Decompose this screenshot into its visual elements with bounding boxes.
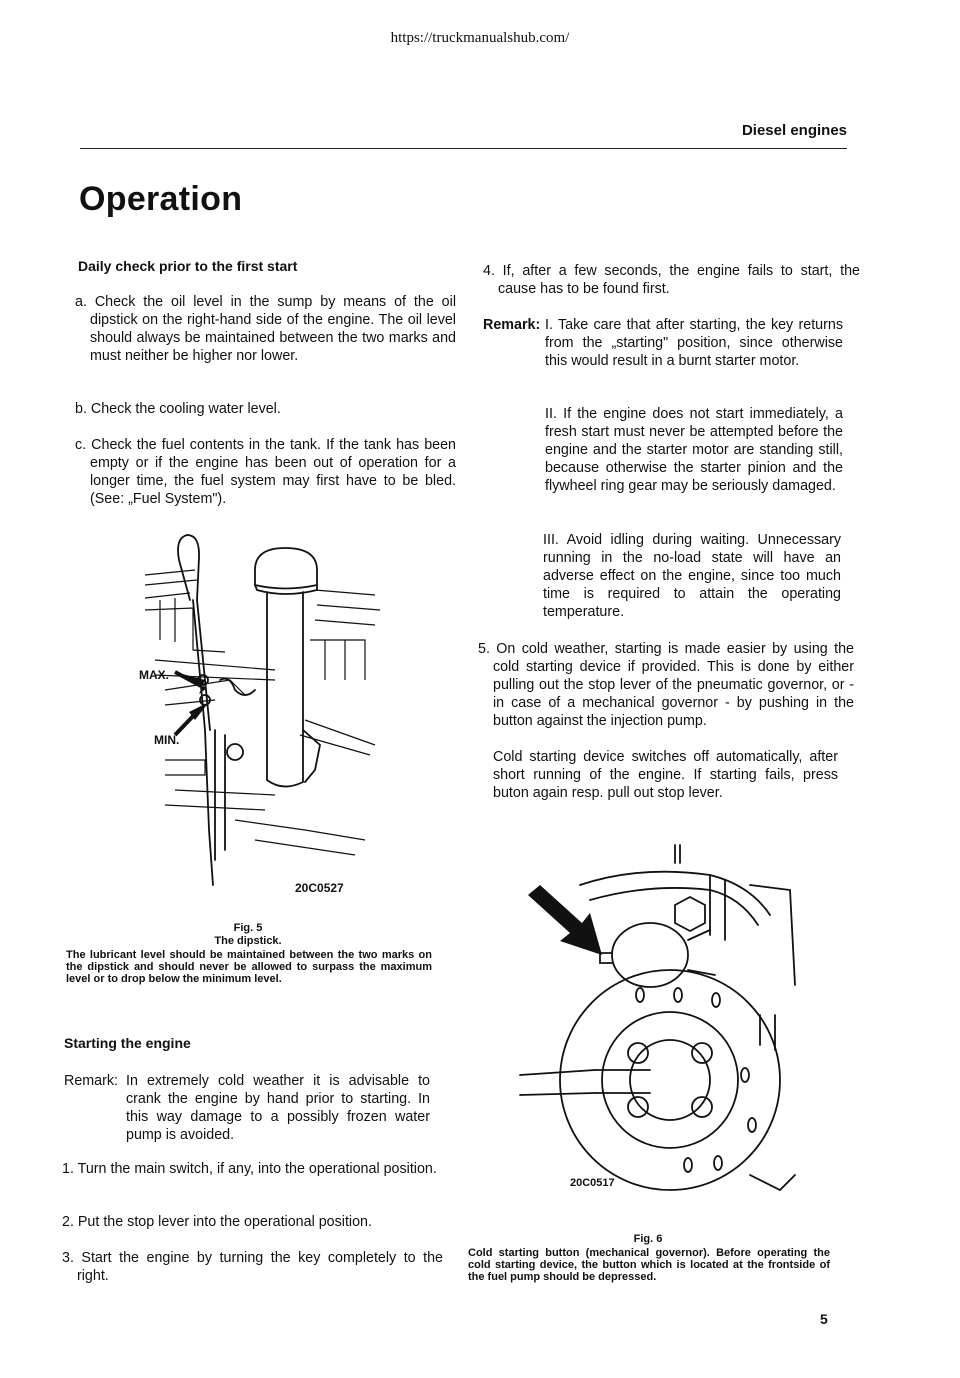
- fig5-code: 20C0527: [295, 881, 344, 895]
- cold-start-figure: [520, 845, 800, 1205]
- fig5-caption: The lubricant level should be maintained between the two marks on the dipstick and should never be allowed to surpass the maximum level or to drop below the minimum level.: [66, 949, 432, 985]
- right-remark-1: I. Take care that after starting, the key returns from the „starting" position, since otherwise this would result in a burnt starter motor.: [545, 317, 843, 369]
- right-remark-2: II. If the engine does not start immediately, a fresh start must never be attempted before the engine and the starter motor are standing still, because otherwise the starter pinion and the flywheel ring gear may be seriously damaged.: [545, 406, 843, 494]
- step-3: 3. Start the engine by turning the key completely to the right.: [62, 1250, 443, 1284]
- item-c: c. Check the fuel contents in the tank. If the tank has been empty or if the engine has been out of operation for a longer time, the fuel system may first have to be bled. (See: „Fuel System").: [75, 437, 456, 507]
- step-4: 4. If, after a few seconds, the engine fails to start, the cause has to be found first.: [483, 263, 860, 297]
- item-b: b. Check the cooling water level.: [75, 401, 281, 417]
- right-remark-label: Remark:: [483, 317, 541, 333]
- starting-heading: Starting the engine: [64, 1035, 191, 1051]
- step-5: 5. On cold weather, starting is made easier by using the cold starting device if provided. This is done by either pulling out the stop lever of the pneumatic governor, or - in case of a mechanical governor - by pushing in the button against the injection pump.: [478, 641, 854, 729]
- fig6-title: Fig. 6: [633, 1233, 663, 1245]
- left-remark-text: In extremely cold weather it is advisable to crank the engine by hand prior to starting. In this way damage to a possibly frozen water pump is avoided.: [126, 1073, 430, 1143]
- left-remark-label: Remark:: [64, 1073, 119, 1089]
- fig6-caption: Cold starting button (mechanical governor). Before operating the cold starting device, the button which is located at the frontside of the fuel pump should be depressed.: [468, 1247, 830, 1283]
- page-title: Operation: [79, 180, 243, 218]
- item-a: a. Check the oil level in the sump by means of the oil dipstick on the right-hand side of the engine. The oil level should always be maintained between the two marks and must neither be higher nor lower.: [75, 294, 456, 364]
- page-number: 5: [820, 1311, 828, 1327]
- daily-check-heading: Daily check prior to the first start: [78, 258, 298, 274]
- fig5-title: Fig. 5: [233, 922, 263, 934]
- fig5-subtitle: The dipstick.: [214, 935, 282, 947]
- min-label: MIN.: [154, 733, 180, 747]
- fig6-code: 20C0517: [570, 1177, 615, 1189]
- source-url: https://truckmanualshub.com/: [390, 30, 570, 46]
- dipstick-figure: [135, 530, 385, 895]
- max-label: MAX.: [139, 668, 169, 682]
- section-header: Diesel engines: [741, 122, 847, 139]
- step-2: 2. Put the stop lever into the operational position.: [62, 1214, 372, 1230]
- step-1: 1. Turn the main switch, if any, into the operational position.: [62, 1161, 437, 1177]
- right-remark-3: III. Avoid idling during waiting. Unnecessary running in the no-load state will have an adverse effect on the engine, since too much time is required to attain the operating temperature.: [543, 532, 841, 620]
- header-rule: [80, 148, 847, 149]
- step-5-continued: Cold starting device switches off automatically, after short running of the engine. If starting fails, press buton again resp. pull out stop lever.: [493, 749, 838, 801]
